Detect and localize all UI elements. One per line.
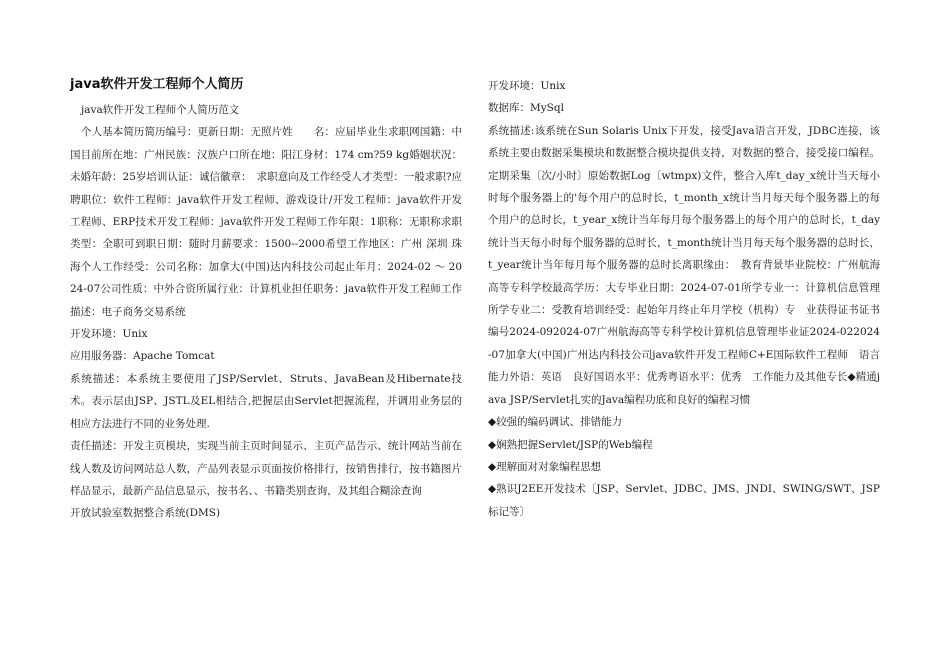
right-column	[488, 75, 880, 523]
document-title: java软件开发工程师个人简历	[70, 77, 244, 92]
system-description-paragraph: 系统描述：本系统主要使用了JSP/Servlet、Struts、JavaBean及Hibernate技术。表示层由JSP、JSTL及EL相结合,把握层由Servlet把握流程，并调用业务层的相应方法进行不同的业务处理.	[70, 372, 462, 430]
basic-info-paragraph: 个人基本简历简历编号：更新日期：无照片姓 名：应届毕业生求职网国籍：中国目前所在地：广州民族：汉族户口所在地：阳江身材：174 cm?59 kg婚姻状况：未婚年龄：25岁培训认证：诚信徽章： 求职意向及工作经受人才类型：一般求职?应聘职位：软件工程师：java软件开发工程师、游戏设计/开发工程师：java软件开发工程师、ERP技术开发工程师：java软件开发工程师工作年限：1职称：无职称求职类型：全职可到职日期：随时月薪要求：1500--2000希望工作地区：广州 深圳 珠海个人工作经受：公司名称：加拿大(中国)达内科技公司起止年月：2024-02 ～ 2024-07公司性质：中外合资所属行业：计算机业担任职务：java软件开发工程师工作描述：电子商务交易系统	[70, 126, 462, 318]
skill-item: ◆娴熟把握Servlet/JSP的Web编程	[488, 438, 653, 451]
project-title-line: 开放试验室数据整合系统(DMS)	[70, 507, 221, 520]
skill-item: ◆理解面对对象编程思想	[488, 460, 602, 473]
dev-env-line: 开发环境：Unix	[70, 328, 148, 341]
document-subtitle: java软件开发工程师个人简历范文	[81, 104, 240, 116]
skill-item: ◆较强的编码调试、排错能力	[488, 416, 623, 429]
database-line: 数据库：MySql	[488, 102, 564, 115]
app-server-line: 应用服务器：Apache Tomcat	[70, 350, 215, 363]
left-column	[70, 75, 462, 525]
duty-description-paragraph: 责任描述：开发主页模块，实现当前主页时间显示、主页产品告示、统计网站当前在线人数及访问网站总人数，产品列表显示页面按价格排行，按销售排行，按书籍图片样品显示，最新产品信息显示，按书名、、书籍类别查询，及其组合糊涂查询	[70, 440, 462, 497]
dev-env-line: 开发环境：Unix	[488, 80, 566, 92]
skill-item: ◆熟识J2EE开发技术〔JSP、Servlet、JDBC、JMS、JNDI、SWING/SWT、JSP标记等〕	[488, 483, 880, 518]
system-description-paragraph: 系统描述:该系统在Sun Solaris Unix下开发，接受Java语言开发，JDBC连接，该系统主要由数据采集模块和数据整合模块提供支持，对数据的整合，接受接口编程。定期采集〔次/小时〕原始数据Log〔wtmpx)文件，整合入库t_day_x统计当天每小时每个服务器上的'每个用户的总时长，t_month_x统计当月每天每个服务器上的每个用户的总时长，t_year_x统计当年每月每个服务器上的每个用户的总时长，t_day统计当天每小时每个服务器的总时长，t_month统计当月每天每个服务器的总时长，t_year统计当年每月每个服务器的总时长离职缘由： 教育背景毕业院校：广州航海高等专科学校最高学历：大专毕业日期：2024-07-01所学专业一：计算机信息管理所学专业二：受教育培训经受：起始年月终止年月学校（机构）专 业获得证书证书编号2024-092024-07广州航海高等专科学校计算机信息管理毕业证2024-022024-07加拿大(中国)广州达内科技公司java软件开发工程师C+E国际软件工程师 语言能力外语：英语 良好国语水平：优秀粤语水平：优秀 工作能力及其他专长◆精通java JSP/Servlet扎实的Java编程功底和良好的编程习惯	[488, 124, 880, 406]
